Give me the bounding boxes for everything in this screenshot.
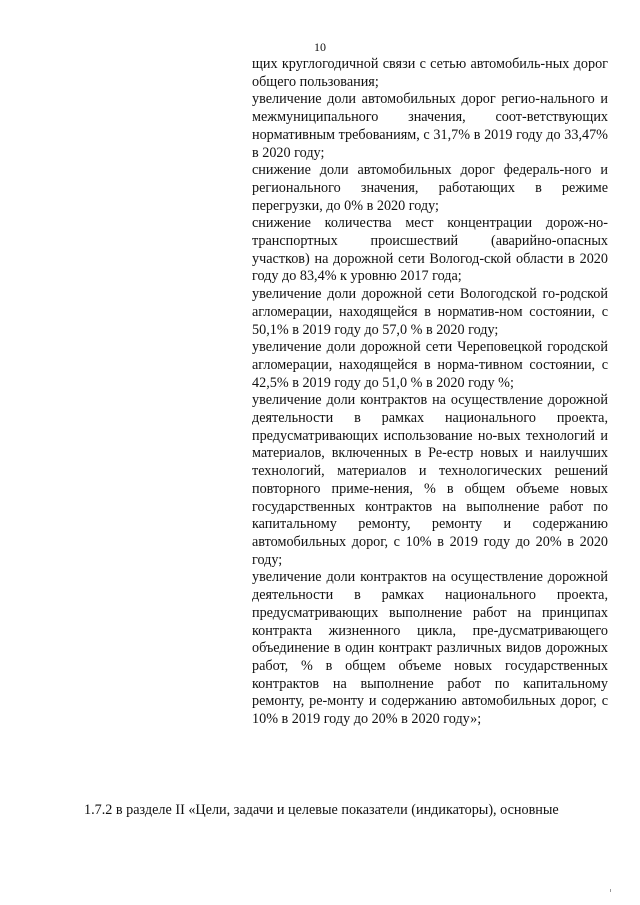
paragraph-2: увеличение доли автомобильных дорог регио-нального и межмуниципального значения, соот-ветствующих нормативным требованиям, с 31,7% в 2019 году до 33,47% в 2020 году; <box>252 91 608 161</box>
paragraph-5: увеличение доли дорожной сети Вологодской го-родской агломерации, находящейся в норматив-ном состоянии, с 50,1% в 2019 году до 57,0 % в 2020 году; <box>252 286 608 338</box>
indicator-list <box>252 56 608 729</box>
page-number: 10 <box>314 40 326 54</box>
paragraph-8: увеличение доли контрактов на осуществление дорожной деятельности в рамках национального проекта, предусматривающих выполнение работ на принципах контракта жизненного цикла, пре-дусматривающего объединение в один контракт различных видов дорожных работ, % в общем объеме новых государственных контрактов на выполнение работ по капитальному ремонту, ре-монту и содержанию автомобильных дорог, с 10% в 2019 году до 20% в 2020 году»; <box>252 569 608 728</box>
paragraph-4: снижение количества мест концентрации дорож-но-транспортных происшествий (аварийно-опасных участков) на дорожной сети Вологод-ской области в 2020 году до 83,4% к уровню 2017 года; <box>252 215 608 285</box>
paragraph-1: щих круглогодичной связи с сетью автомобиль-ных дорог общего пользования; <box>252 56 608 90</box>
paragraph-7: увеличение доли контрактов на осуществление дорожной деятельности в рамках национального проекта, предусматривающих использование но-вых технологий и материалов, включенных в Ре-естр новых и наилучших технологий, материалов и технологических решений повторного приме-нения, % в общем объеме новых государственных контрактов на выполнение работ по капитальному ремонту, ремонту и содержанию автомобильных дорог, с 10% в 2019 году до 20% в 2020 году; <box>252 392 608 568</box>
paragraph-6: увеличение доли дорожной сети Череповецкой городской агломерации, находящейся в норма-тивном состоянии, с 42,5% в 2019 году до 51,0 % в 2020 году %; <box>252 339 608 391</box>
paragraph-3: снижение доли автомобильных дорог федераль-ного и регионального значения, работающих в режиме перегрузки, до 0% в 2020 году; <box>252 162 608 214</box>
scan-mark <box>610 889 611 892</box>
section-amendment-line: 1.7.2 в разделе II «Цели, задачи и целевые показатели (индикаторы), основные <box>84 802 559 818</box>
